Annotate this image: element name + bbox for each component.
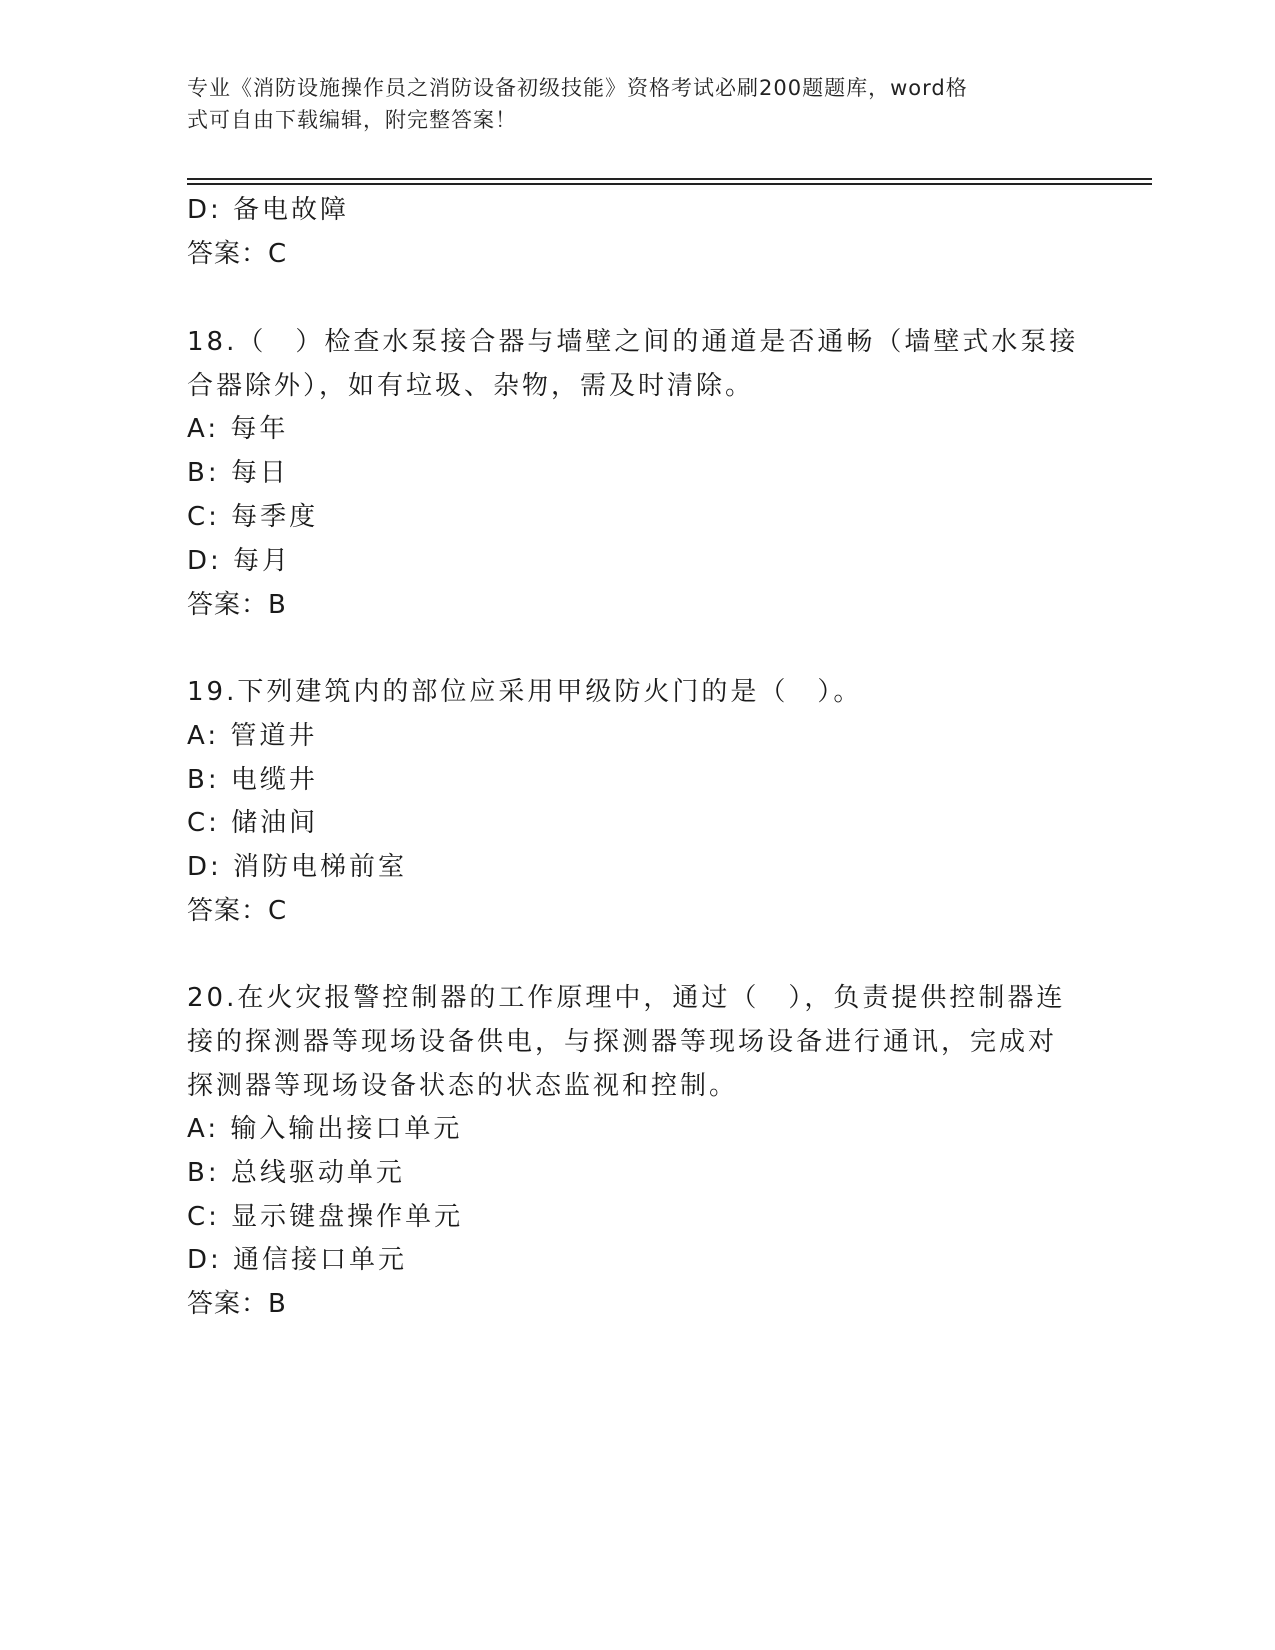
q18-stem-line-1: 18.（ ）检查水泵接合器与墙壁之间的通道是否通畅（墙壁式水泵接 <box>187 327 1079 357</box>
q18-option-c: C: 每季度 <box>187 502 319 532</box>
header-divider-bottom <box>187 183 1152 185</box>
q19-stem-line-1: 19.下列建筑内的部位应采用甲级防火门的是（ ）。 <box>187 677 863 707</box>
q19-option-c: C: 储油间 <box>187 808 319 838</box>
header-divider-top <box>187 178 1152 180</box>
q20-stem-line-2: 接的探测器等现场设备供电，与探测器等现场设备进行通讯，完成对 <box>187 1027 1058 1057</box>
q20-option-d: D: 通信接口单元 <box>187 1245 408 1275</box>
q18-answer: 答案：B <box>187 590 287 620</box>
q19-option-b: B: 电缆井 <box>187 765 318 795</box>
prev-option-d: D: 备电故障 <box>187 195 350 225</box>
prev-answer: 答案：C <box>187 239 288 269</box>
q18-option-b: B: 每日 <box>187 458 289 488</box>
q20-option-c: C: 显示键盘操作单元 <box>187 1202 464 1232</box>
q18-stem-line-2: 合器除外），如有垃圾、杂物，需及时清除。 <box>187 371 755 401</box>
header-line-1: 专业《消防设施操作员之消防设备初级技能》资格考试必刷200题题库，word格 <box>187 76 968 100</box>
q20-stem-line-1: 20.在火灾报警控制器的工作原理中，通过（ ），负责提供控制器连 <box>187 983 1066 1013</box>
q20-option-b: B: 总线驱动单元 <box>187 1158 405 1188</box>
q19-option-a: A: 管道井 <box>187 721 318 751</box>
q20-option-a: A: 输入输出接口单元 <box>187 1114 463 1144</box>
q20-stem-line-3: 探测器等现场设备状态的状态监视和控制。 <box>187 1071 739 1101</box>
q20-answer: 答案：B <box>187 1289 287 1319</box>
q18-option-d: D: 每月 <box>187 546 292 576</box>
header-line-2: 式可自由下载编辑，附完整答案！ <box>187 108 517 132</box>
q19-option-d: D: 消防电梯前室 <box>187 852 408 882</box>
q18-option-a: A: 每年 <box>187 414 289 444</box>
q19-answer: 答案：C <box>187 896 288 926</box>
page-header <box>187 72 1067 136</box>
